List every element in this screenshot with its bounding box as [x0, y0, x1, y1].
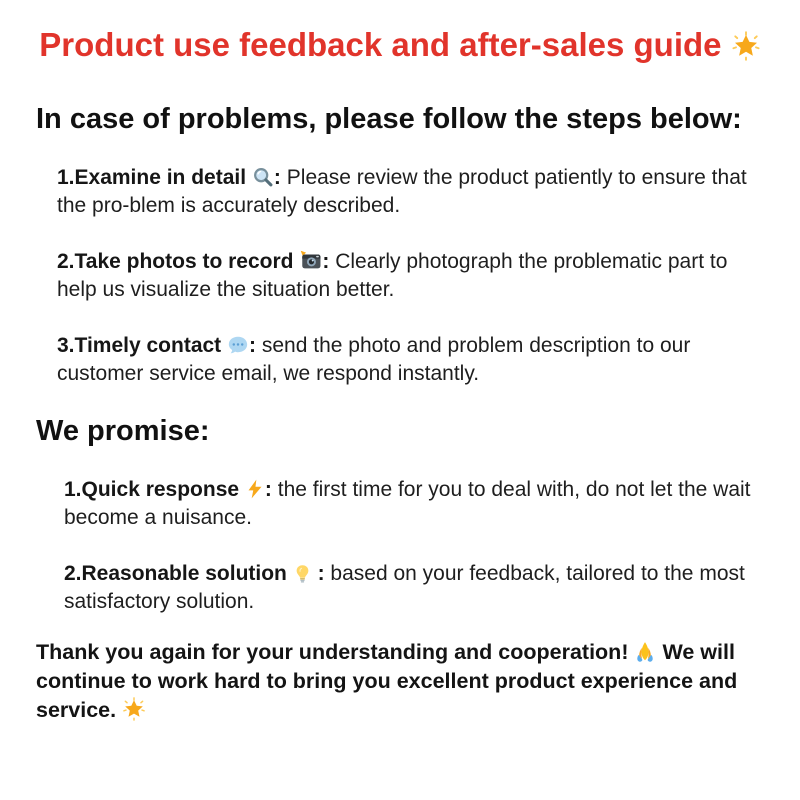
step-item-2: [57, 248, 757, 304]
camera-flash-icon: [299, 249, 322, 272]
promise-2-colon: :: [311, 562, 325, 585]
promise-item-2: [64, 560, 760, 616]
promise-1-lead: 1.Quick response: [64, 478, 240, 501]
step-1-colon: :: [273, 166, 281, 189]
step-2-lead: 2.Take photos to record: [57, 250, 294, 273]
step-2-text: Clearly photograph the problematic part to help us visualize the situation better.: [57, 250, 728, 301]
thank-you-part1: Thank you again for your understanding and cooperation!: [36, 640, 629, 664]
promise-2-lead: 2.Reasonable solution: [64, 562, 287, 585]
promise-2-text: based on your feedback, tailored to the most satisfactory solution.: [64, 562, 745, 613]
step-item-3: [57, 332, 757, 388]
speech-balloon-icon: [227, 334, 249, 356]
glowing-star-icon: [122, 697, 146, 721]
thank-you-part2: We will continue to work hard to bring you excellent product experience and service.: [36, 640, 738, 722]
step-1-lead: 1.Examine in detail: [57, 166, 247, 189]
page-title-text: Product use feedback and after-sales guide: [39, 26, 722, 63]
glowing-star-icon: [731, 31, 761, 61]
step-2-colon: :: [322, 250, 330, 273]
thank-you-note: [36, 638, 752, 725]
step-3-lead: 3.Timely contact: [57, 334, 222, 357]
step-item-1: [57, 164, 757, 220]
page-title: [24, 26, 776, 64]
promise-1-colon: :: [264, 478, 272, 501]
magnifier-icon: [252, 166, 274, 188]
lightning-icon: [245, 478, 265, 500]
promise-1-text: the first time for you to deal with, do not let the wait become a nuisance.: [64, 478, 751, 529]
light-bulb-icon: [293, 563, 312, 584]
steps-section-heading: In case of problems, please follow the steps below:: [36, 103, 742, 135]
step-1-text: Please review the product patiently to ensure that the pro-blem is accurately described.: [57, 166, 747, 217]
step-3-text: send the photo and problem description to our customer service email, we respond instantly.: [57, 334, 691, 385]
folded-hands-icon: [634, 641, 656, 663]
promise-item-1: [64, 476, 760, 532]
promise-section-heading: We promise:: [36, 415, 210, 447]
step-3-colon: :: [249, 334, 257, 357]
